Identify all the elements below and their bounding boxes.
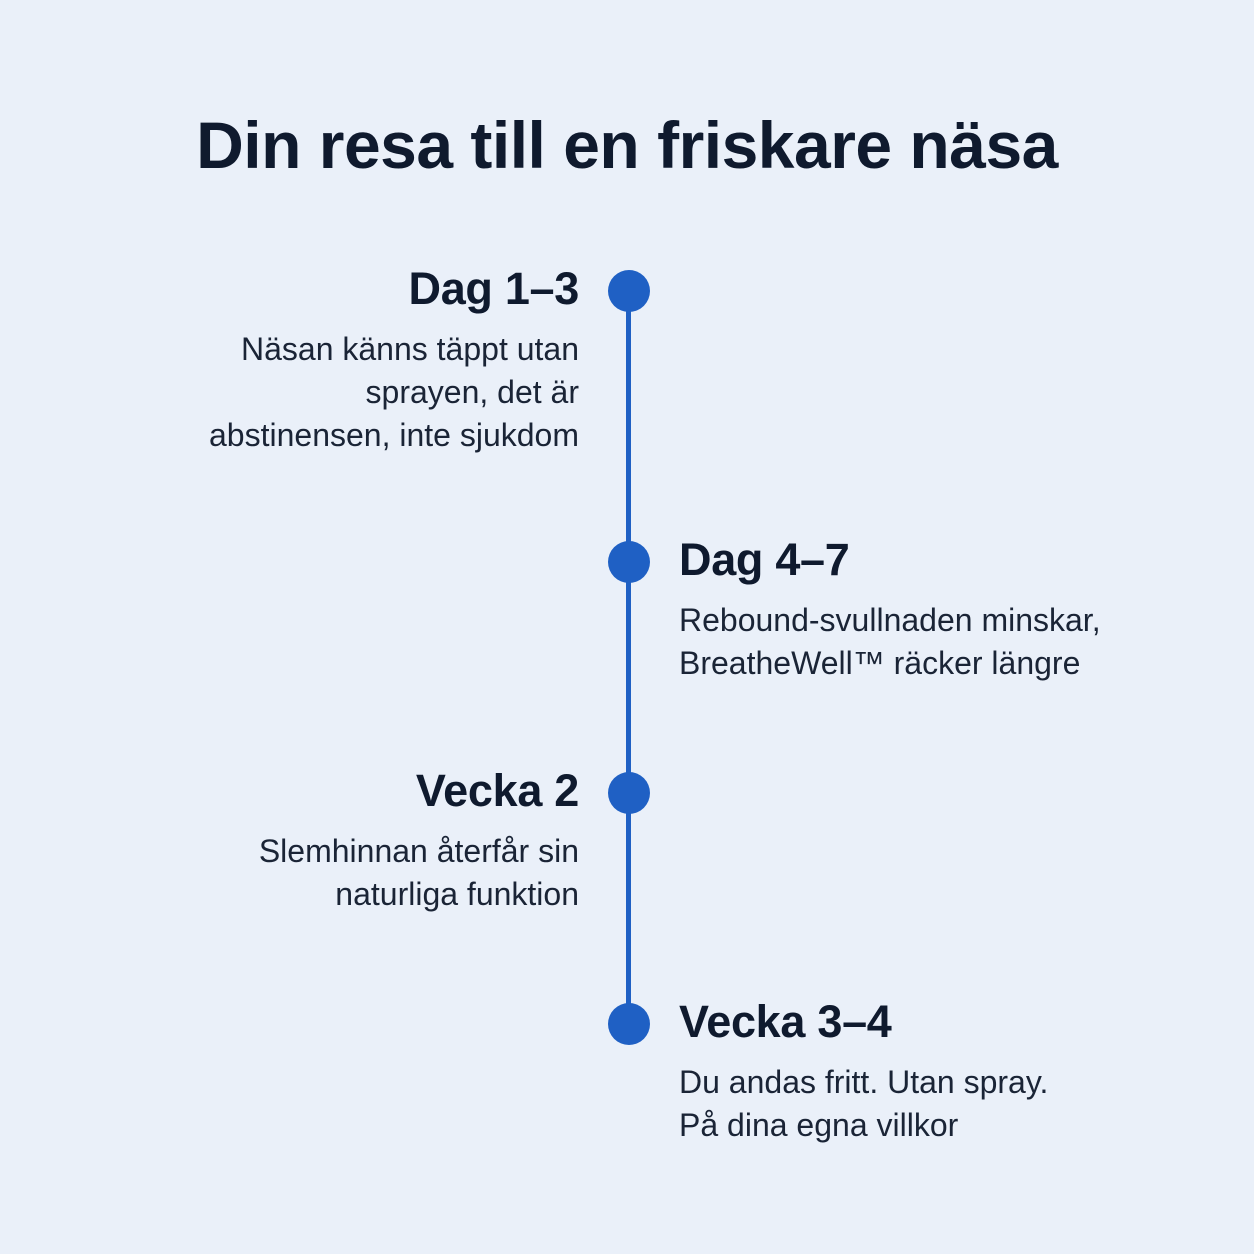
description-line: BreatheWell™ räcker längre [679, 645, 1081, 681]
description-line: abstinensen, inte sjukdom [209, 417, 579, 453]
timeline-entry-week-3-4 [679, 995, 1199, 1147]
timeline-entry-day-4-7 [679, 533, 1199, 685]
timeline-entry-description [139, 328, 579, 457]
timeline-entry-heading: Vecka 2 [415, 765, 579, 816]
description-line: På dina egna villkor [679, 1107, 959, 1143]
description-line: Rebound-svullnaden minskar, [679, 602, 1101, 638]
description-line: Slemhinnan återfår sin [258, 833, 579, 869]
timeline-entry-description [679, 1061, 1199, 1147]
timeline-entry-description [139, 830, 579, 916]
timeline-dot [608, 772, 650, 814]
timeline-line [626, 291, 631, 1024]
timeline-entry-day-1-3 [139, 262, 579, 457]
description-line: Du andas fritt. Utan spray. [679, 1064, 1049, 1100]
timeline-entry-description [679, 599, 1199, 685]
timeline-dot [608, 1003, 650, 1045]
page-title: Din resa till en friskare näsa [196, 108, 1058, 182]
description-line: naturliga funktion [335, 876, 579, 912]
description-line: sprayen, det är [365, 374, 579, 410]
timeline-entry-heading: Vecka 3–4 [679, 996, 892, 1047]
timeline-entry-week-2 [139, 764, 579, 916]
timeline-dot [608, 270, 650, 312]
timeline-entry-heading: Dag 4–7 [679, 534, 850, 585]
timeline-dot [608, 541, 650, 583]
timeline-entry-heading: Dag 1–3 [408, 263, 579, 314]
description-line: Näsan känns täppt utan [240, 331, 579, 367]
